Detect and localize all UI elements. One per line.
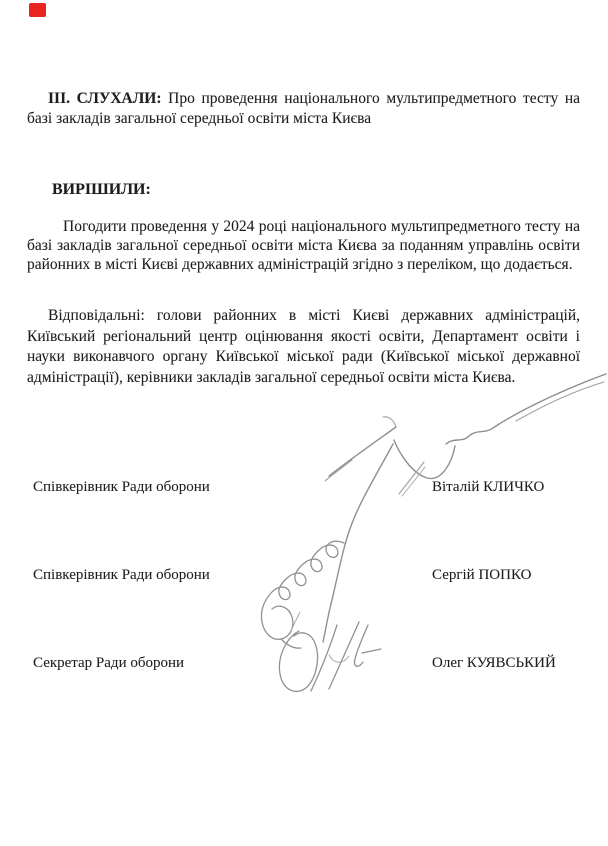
red-marker [29,3,46,17]
signature-popko-icon [261,541,344,648]
signature-kuyavskyi-icon [279,612,381,691]
heard-label: ІІІ. СЛУХАЛИ: [48,90,162,107]
signer-title: Співкерівник Ради оборони [33,479,210,495]
signer-title: Співкерівник Ради оборони [33,567,210,583]
signature-klychko-icon [323,374,606,642]
signature-row [0,567,608,587]
heard-text: Про проведення національного мультипредметного тесту на базі закладів загальної середньої освіти міста Києва [27,90,581,127]
signer-name: Олег КУЯВСЬКИЙ [432,655,556,671]
signature-row [0,479,608,499]
signer-name: Віталій КЛИЧКО [432,479,545,495]
signature-row [0,655,608,675]
decided-heading: ВИРІШИЛИ: [52,181,151,198]
signer-title: Секретар Ради оборони [33,655,185,671]
decided-paragraph: Погодити проведення у 2024 році національного мультипредметного тесту на базі закладів загальної середньої освіти міста Києва за поданням управлінь освіти районних в місті Києві державних адміністрацій згідно з переліком, що додається. [27,218,580,273]
heard-paragraph [27,89,580,129]
responsible-paragraph: Відповідальні: голови районних в місті Києві державних адміністрацій, Київський регіональний центр оцінювання якості освіти, Департамент освіти і науки виконавчого органу Київської міської ради (Київської міської державної адміністрації), керівники закладів загальної середньої освіти міста Києва. [27,307,580,386]
signer-name: Сергій ПОПКО [432,567,532,583]
